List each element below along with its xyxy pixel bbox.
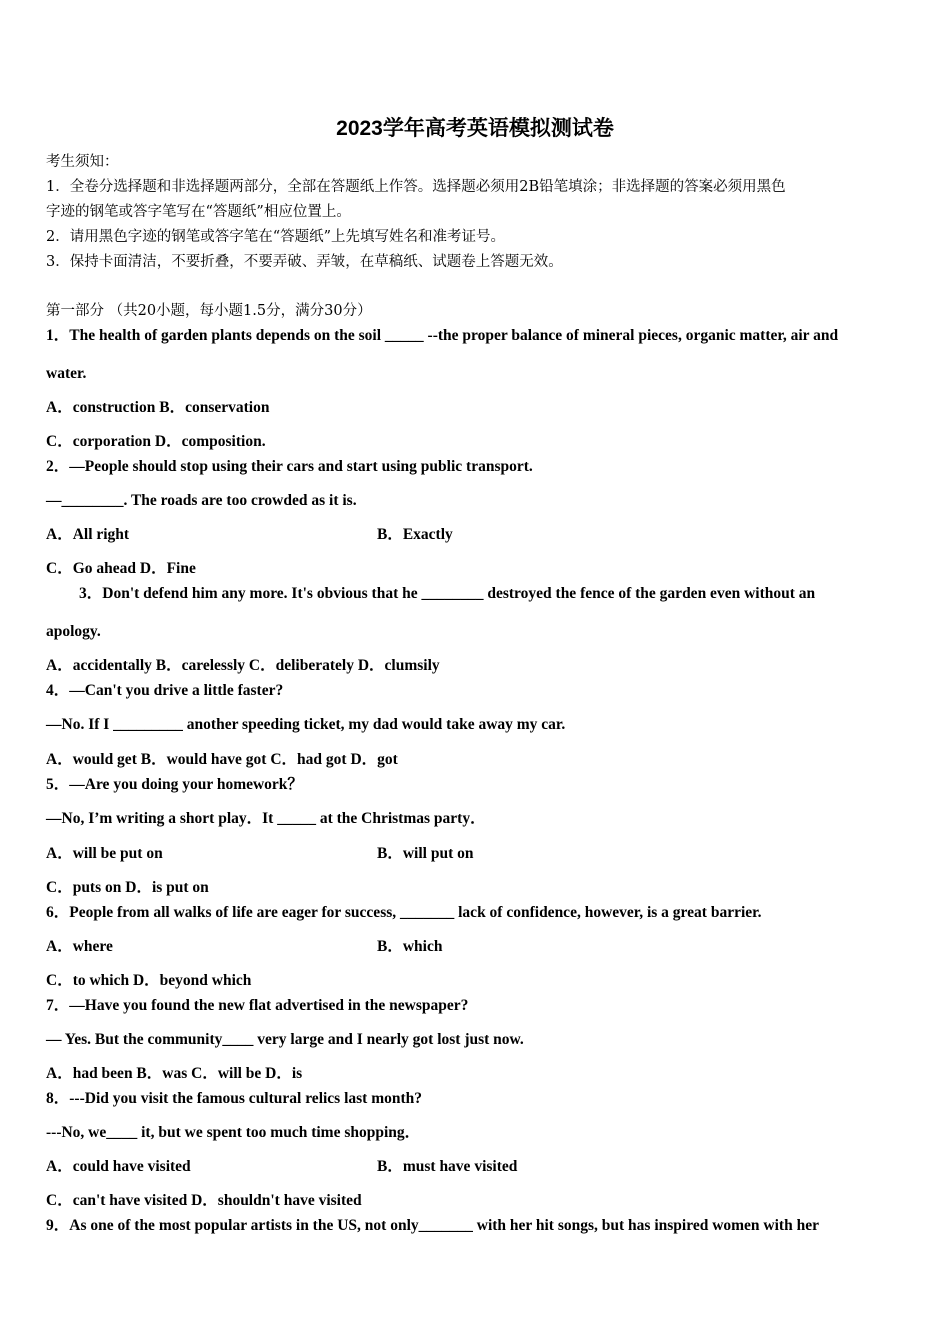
question-text-continued: — Yes. But the community____ very large and I nearly got lost just now.	[46, 1031, 524, 1048]
option-b: B．Exactly	[377, 526, 453, 543]
question-8	[46, 1089, 422, 1109]
question-number: 7．	[46, 997, 70, 1014]
section-heading: 第一部分 （共20小题，每小题1.5分，满分30分）	[46, 303, 372, 319]
option-b: B．must have visited	[377, 1158, 518, 1175]
question-text: Don't defend him any more. It's obvious that he ________ destroyed the fence of the garden even without an	[102, 585, 816, 602]
option-line: C．corporation D．composition.	[46, 433, 266, 450]
question-6	[46, 903, 761, 923]
question-text: ---Did you visit the famous cultural relics last month?	[69, 1090, 423, 1107]
question-text-continued: ---No, we____ it, but we spent too much time shopping．	[46, 1124, 421, 1141]
question-number: 4．	[46, 682, 70, 699]
question-text-continued: apology.	[46, 623, 101, 640]
option-line: A．construction B．conservation	[46, 399, 270, 416]
question-number: 9．	[46, 1217, 70, 1234]
question-number: 1．	[46, 327, 70, 344]
option-line: A．accidentally B．carelessly C．deliberately D．clumsily	[46, 657, 440, 674]
question-text: —People should stop using their cars and start using public transport.	[69, 458, 533, 475]
question-text: People from all walks of life are eager for success, _______ lack of confidence, however, is a great barrier.	[69, 904, 762, 921]
option-line	[46, 525, 129, 545]
question-1	[46, 326, 838, 346]
question-text: —Can't you drive a little faster?	[69, 682, 284, 699]
question-9	[46, 1216, 819, 1236]
question-text: As one of the most popular artists in the US, not only_______ with her hit songs, but has inspired women with her	[69, 1217, 819, 1234]
question-number: 5．	[46, 776, 70, 793]
question-number: 6．	[46, 904, 70, 921]
option-b: B．which	[377, 938, 443, 955]
option-a: A．could have visited	[46, 1158, 191, 1175]
question-text: —Are you doing your homework？	[69, 776, 303, 793]
option-line: C．to which D．beyond which	[46, 972, 252, 989]
notice-item: 字迹的钢笔或答字笔写在“答题纸”相应位置上。	[46, 204, 351, 220]
option-line: A．had been B．was C．will be D．is	[46, 1065, 303, 1082]
notice-item: 2．请用黑色字迹的钢笔或答字笔在“答题纸”上先填写姓名和准考证号。	[46, 229, 506, 245]
question-text: The health of garden plants depends on the soil _____ --the proper balance of mineral pieces, organic matter, air and	[69, 327, 839, 344]
question-text-continued: —No, I’m writing a short play．It _____ at the Christmas party．	[46, 810, 486, 827]
question-text: —Have you found the new flat advertised in the newspaper?	[69, 997, 469, 1014]
question-3	[79, 584, 815, 604]
question-5	[46, 775, 303, 795]
question-4	[46, 681, 283, 701]
question-number: 2．	[46, 458, 70, 475]
option-line: C．puts on D．is put on	[46, 879, 209, 896]
option-line: C．Go ahead D．Fine	[46, 560, 196, 577]
option-a: A．where	[46, 938, 113, 955]
option-b: B．will put on	[377, 845, 474, 862]
notice-heading: 考生须知：	[46, 154, 119, 170]
option-line: C．can't have visited D．shouldn't have visited	[46, 1192, 362, 1209]
question-number: 8．	[46, 1090, 70, 1107]
question-text-continued: —No. If I _________ another speeding ticket, my dad would take away my car.	[46, 716, 566, 733]
question-text-continued: water.	[46, 365, 87, 382]
option-line: A．would get B．would have got C．had got D．got	[46, 751, 398, 768]
question-text-continued: —________. The roads are too crowded as it is.	[46, 492, 357, 509]
notice-item: 3．保持卡面清洁，不要折叠，不要弄破、弄皱，在草稿纸、试题卷上答题无效。	[46, 254, 563, 270]
page-title: 2023学年高考英语模拟测试卷	[336, 117, 614, 140]
question-2	[46, 457, 533, 477]
notice-item: 1．全卷分选择题和非选择题两部分，全部在答题纸上作答。选择题必须用2B铅笔填涂；非选择题的答案必须用黑色	[46, 179, 786, 195]
question-7	[46, 996, 468, 1016]
question-number: 3．	[79, 585, 103, 602]
option-a: A．will be put on	[46, 845, 163, 862]
option-a: A．All right	[46, 526, 130, 543]
